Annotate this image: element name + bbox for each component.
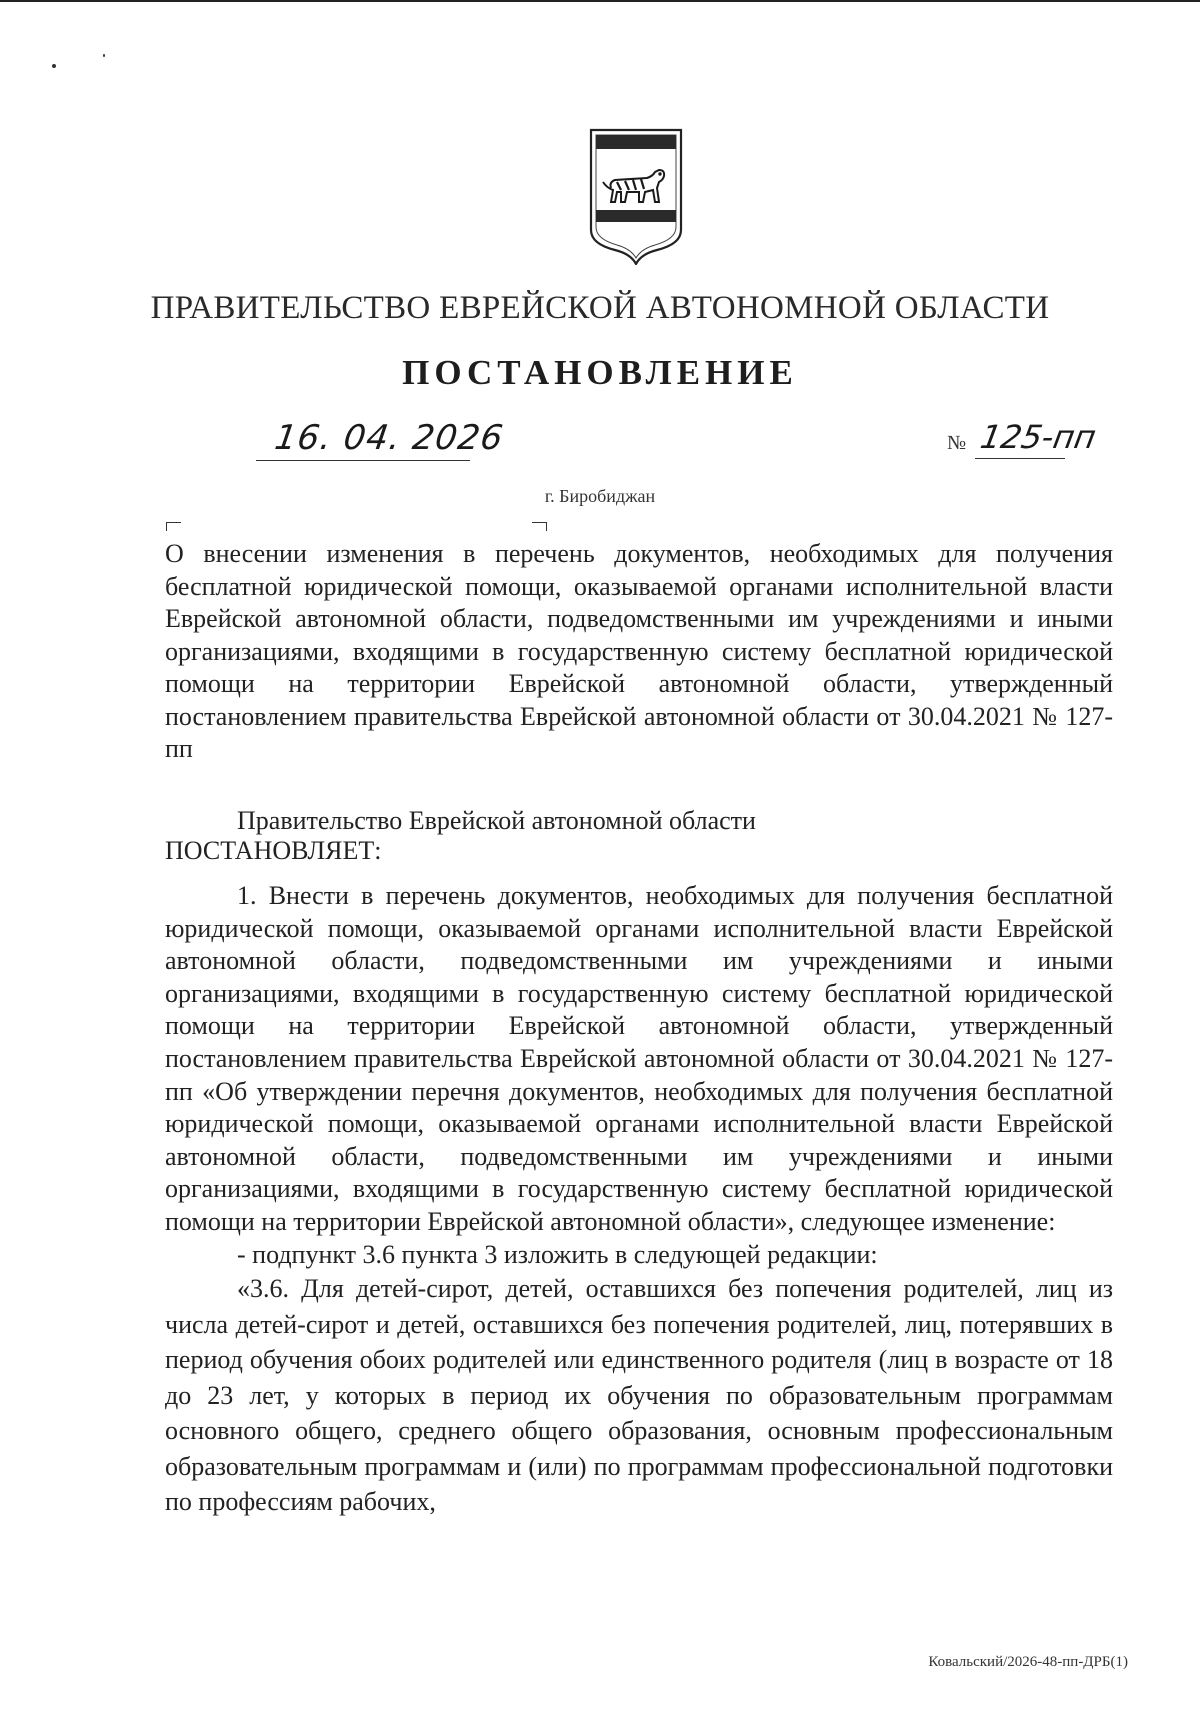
preamble-resolves: ПОСТАНОВЛЯЕТ: (165, 836, 382, 865)
date-underline (256, 460, 470, 461)
paragraph-subitem: - подпункт 3.6 пункта 3 изложить в следующей редакции: (237, 1239, 878, 1269)
scan-speck (52, 64, 56, 68)
number-label: № (947, 432, 967, 454)
subject-corner-right (532, 522, 547, 531)
scan-speck (103, 54, 105, 57)
government-title: ПРАВИТЕЛЬСТВО ЕВРЕЙСКОЙ АВТОНОМНОЙ ОБЛАСТИ (150, 290, 1050, 326)
preamble (165, 806, 1113, 866)
paragraph-quote-3-6: «3.6. Для детей-сирот, детей, оставшихся без попечения родителей, лиц из числа детей-сирот и детей, оставшихся без попечения родителей, лиц, потерявших в период обучения обоих родителей или единственного родителя (лиц в возрасте от 18 до 23 лет, у которых в период их обучения по образовательным программам основного общего, среднего общего образования, основным профессиональным образовательным программам и (или) по программам профессиональной подготовки по профессиям рабочих, (165, 1274, 1113, 1517)
tiger-coat-of-arms-icon (587, 126, 685, 265)
city-name: г. Биробиджан (544, 486, 656, 506)
subject-corner-left (166, 522, 181, 531)
handwritten-date: 16. 04. 2026 (272, 418, 507, 458)
scan-top-border (0, 0, 1200, 2)
document-body (165, 880, 1113, 1520)
footer-document-code: Ковальский/2026-48-пп-ДРБ(1) (928, 1654, 1128, 1670)
preamble-government: Правительство Еврейской автономной области (237, 806, 756, 835)
document-subject: О внесении изменения в перечень документов, необходимых для получения бесплатной юридической помощи, оказываемой органами исполнительной власти Еврейской автономной области, подведомственными им учреждениями и иными организациями, входящими в государственную систему бесплатной юридической помощи на территории Еврейской автономной области, утвержденный постановлением правительства Еврейской автономной области от 30.04.2021 № 127-пп (165, 539, 1113, 763)
paragraph-item-1: 1. Внести в перечень документов, необходимых для получения бесплатной юридической помощи, оказываемой органами исполнительной власти Еврейской автономной области, подведомственными им учреждениями и иными организациями, входящими в государственную систему бесплатной юридической помощи на территории Еврейской автономной области, утвержденный постановлением правительства Еврейской автономной области от 30.04.2021 № 127-пп «Об утверждении перечня документов, необходимых для получения бесплатной юридической помощи, оказываемой органами исполнительной власти Еврейской автономной области, подведомственными им учреждениями и иными организациями, входящими в государственную систему бесплатной юридической помощи на территории Еврейской автономной области», следующее изменение: (165, 881, 1113, 1236)
document-type-title: ПОСТАНОВЛЕНИЕ (402, 353, 798, 392)
handwritten-number: 125-пп (977, 418, 1099, 456)
number-underline (975, 458, 1065, 459)
